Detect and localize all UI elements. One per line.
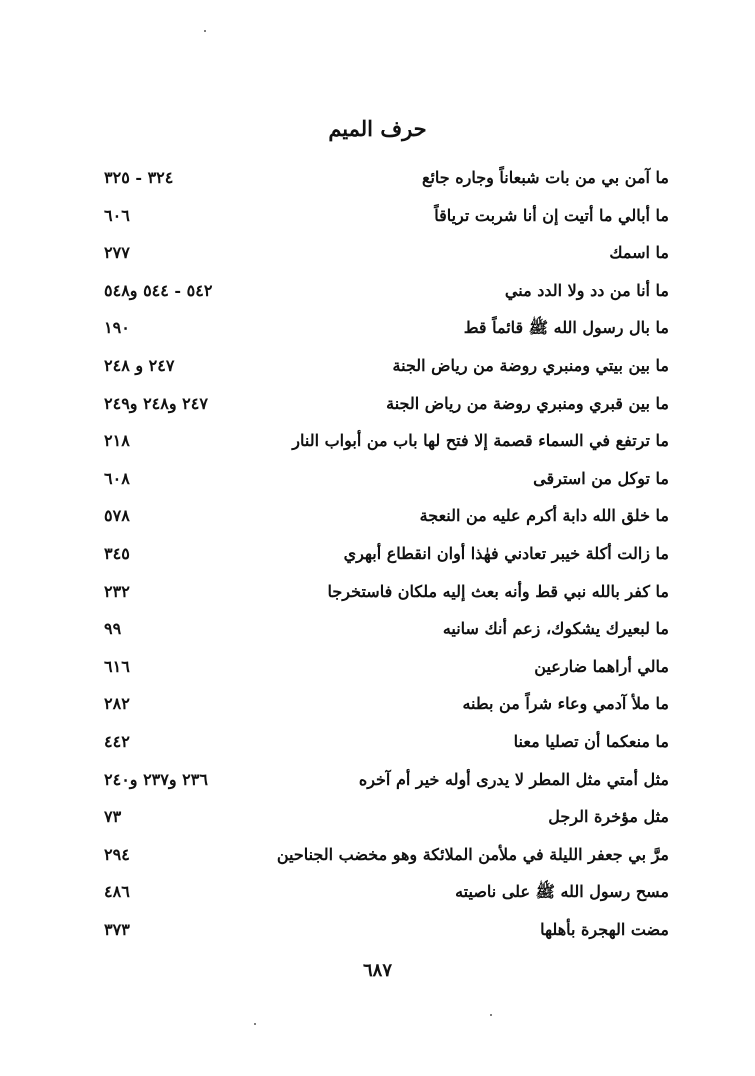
entry-page-numbers: ٢٩٤: [104, 844, 130, 864]
entry-text: ما خلق الله دابة أكرم عليه من النعجة: [419, 506, 669, 526]
entry-text: ما كفر بالله نبي قط وأنه بعث إليه ملكان فاستخرجا: [327, 581, 669, 601]
entry-text: ما بال رسول الله ﷺ قائماً قط: [463, 318, 669, 338]
entry-page-numbers: ٦١٦: [104, 656, 130, 676]
index-entry: [104, 690, 669, 728]
entry-text: مرَّ بي جعفر الليلة في ملأمن الملائكة وهو مخضب الجناحين: [276, 844, 669, 864]
index-entry: [104, 916, 669, 954]
index-entry: [104, 615, 669, 653]
entry-page-numbers: ٢٤٧ و ٢٤٨: [104, 355, 175, 375]
entry-page-numbers: ٢٣٢: [104, 581, 130, 601]
entry-text: ما توكل من استرقى: [533, 468, 669, 488]
entry-page-numbers: ٥٧٨: [104, 506, 130, 526]
entry-page-numbers: ٢٣٦ و٢٣٧ و٢٤٠: [104, 769, 208, 789]
entry-text: مسح رسول الله ﷺ على ناصيته: [455, 882, 669, 902]
entry-page-numbers: ٩٩: [104, 619, 122, 639]
entry-page-numbers: ١٩٠: [104, 318, 130, 338]
entry-page-numbers: ٦٠٦: [104, 205, 130, 225]
entry-page-numbers: ٣٢٤ - ٣٢٥: [104, 168, 174, 187]
index-entry: [104, 465, 669, 503]
index-entry: [104, 653, 669, 691]
entry-text: ما أبالي ما أتيت إن أنا شربت ترياقاً: [434, 205, 669, 225]
entry-text: مثل أمتي مثل المطر لا يدرى أوله خير أم آخره: [358, 769, 669, 789]
entry-page-numbers: ٥٤٢ - ٥٤٤ و٥٤٨: [104, 280, 213, 300]
hadith-index-list: [104, 164, 669, 953]
entry-text: ما آمن بي من بات شبعاناً وجاره جائع: [421, 168, 669, 187]
index-entry: [104, 502, 669, 540]
entry-page-numbers: ٤٨٦: [104, 882, 130, 902]
entry-page-numbers: ٧٣: [104, 807, 122, 827]
entry-text: ما بين قبري ومنبري روضة من رياض الجنة: [386, 393, 669, 413]
scan-speck: [490, 1014, 492, 1016]
scan-speck: [254, 1023, 256, 1025]
entry-text: ما أنا من دد ولا الدد مني: [504, 280, 669, 300]
entry-text: مالي أراهما ضارعين: [534, 656, 669, 676]
entry-text: مثل مؤخرة الرجل: [548, 807, 669, 827]
entry-page-numbers: ٦٠٨: [104, 468, 130, 488]
index-entry: [104, 803, 669, 841]
page-number: ٦٨٧: [362, 960, 392, 981]
index-entry: [104, 878, 669, 916]
index-entry: [104, 390, 669, 428]
entry-page-numbers: ٤٤٢: [104, 731, 130, 751]
entry-text: مضت الهجرة بأهلها: [540, 919, 669, 939]
index-entry: [104, 277, 669, 315]
index-entry: [104, 841, 669, 879]
index-entry: [104, 427, 669, 465]
entry-page-numbers: ٣٤٥: [104, 543, 130, 563]
index-entry: [104, 314, 669, 352]
entry-text: ما ترتفع في السماء قصمة إلا فتح لها باب من أبواب النار: [292, 431, 669, 451]
entry-text: ما منعكما أن تصليا معنا: [513, 731, 669, 751]
index-entry: [104, 728, 669, 766]
index-entry: [104, 239, 669, 277]
index-entry: [104, 202, 669, 240]
entry-page-numbers: ٢٨٢: [104, 694, 130, 714]
index-entry: [104, 352, 669, 390]
index-entry: [104, 540, 669, 578]
entry-page-numbers: ٢٤٧ و٢٤٨ و٢٤٩: [104, 393, 208, 413]
entry-text: ما ملأ آدمي وعاء شراً من بطنه: [462, 694, 669, 714]
entry-text: ما بين بيتي ومنبري روضة من رياض الجنة: [392, 355, 669, 375]
entry-text: ما لبعيرك يشكوك، زعم أنك سانيه: [442, 619, 669, 639]
entry-page-numbers: ٢١٨: [104, 431, 130, 451]
index-entry: [104, 766, 669, 804]
entry-page-numbers: ٢٧٧: [104, 243, 130, 263]
entry-page-numbers: ٣٧٣: [104, 919, 130, 939]
index-entry: [104, 578, 669, 616]
entry-text: ما زالت أكلة خيبر تعادني فهٰذا أوان انقطاع أبهري: [343, 543, 669, 563]
section-heading: حرف الميم: [328, 116, 427, 141]
index-entry: [104, 164, 669, 202]
scan-speck: [204, 30, 206, 32]
entry-text: ما اسمك: [609, 243, 669, 263]
